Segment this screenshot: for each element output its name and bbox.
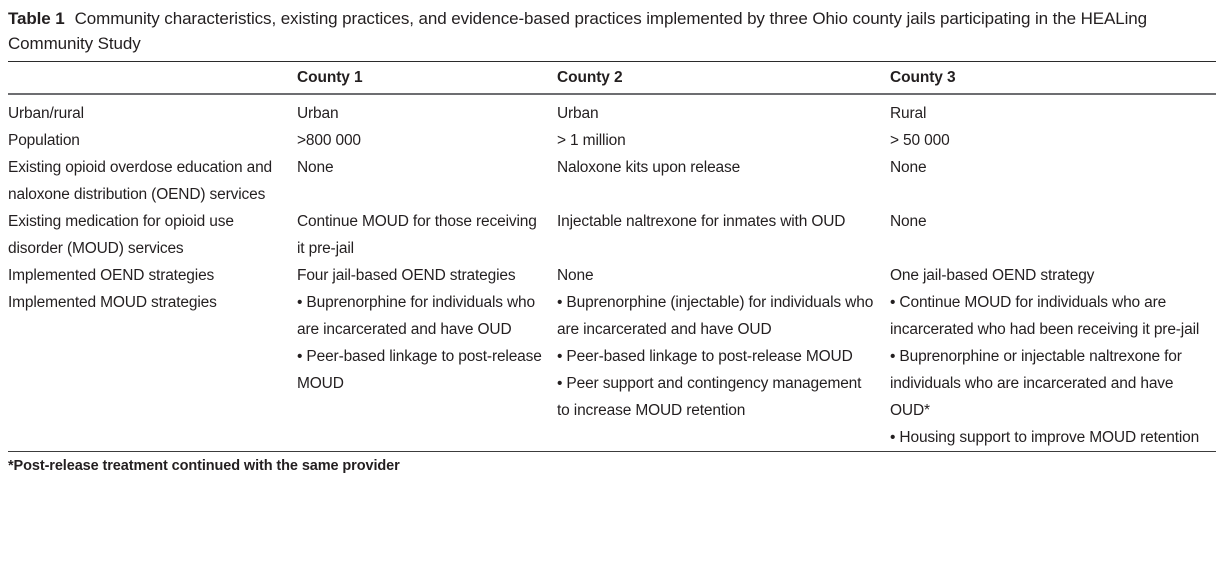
table-row [8,154,1216,208]
row-label: Implemented MOUD strategies [8,294,217,311]
table-cell: Four jail-based OEND strategies [297,267,516,284]
table-cell: >800 000 [297,132,361,149]
bullet-item: • Buprenorphine (injectable) for individuals who are incarcerated and have OUD [557,294,874,338]
table-cell: Naloxone kits upon release [557,159,741,176]
table-body [8,94,1216,452]
table-cell: One jail-based OEND strategy [890,267,1095,284]
table-cell: None [890,213,927,230]
table-cell [557,289,890,452]
table-row [8,262,1216,289]
bullet-item: • Peer support and contingency management to increase MOUD retention [557,375,862,419]
table-cell: > 1 million [557,132,626,149]
table-cell [890,289,1216,452]
row-label: Urban/rural [8,105,84,122]
table-label: Table 1 [8,9,65,28]
table-cell: Urban [557,105,599,122]
table-cell: None [557,267,594,284]
bullet-item: • Peer-based linkage to post-release MOUD [557,348,853,365]
table-caption-text: Community characteristics, existing practices, and evidence-based practices implemented by three Ohio county jails participating in the HEALing Community Study [8,9,1147,53]
table-cell: Injectable naltrexone for inmates with OUD [557,213,846,230]
column-header-county-1: County 1 [297,62,557,95]
row-label: Implemented OEND strategies [8,267,215,284]
table-header-row [8,62,1216,95]
table-row [8,289,1216,452]
table-footnote: *Post-release treatment continued with the same provider [8,458,400,474]
table-row [8,94,1216,127]
table-cell: Continue MOUD for those receiving it pre-jail [297,213,537,257]
row-label: Population [8,132,80,149]
bullet-item: • Peer-based linkage to post-release MOUD [297,348,542,392]
table-header [8,62,1216,95]
bullet-item: • Buprenorphine or injectable naltrexone for individuals who are incarcerated and have OUD* [890,348,1182,419]
column-header-row-label [8,62,297,95]
table-caption [8,6,1216,61]
table-cell: None [297,159,334,176]
column-header-county-3: County 3 [890,62,1216,95]
table-cell: > 50 000 [890,132,950,149]
bullet-item: • Housing support to improve MOUD retention [890,429,1200,446]
row-label: Existing opioid overdose education and naloxone distribution (OEND) services [8,159,273,203]
bullet-item: • Buprenorphine for individuals who are incarcerated and have OUD [297,294,535,338]
table-row [8,208,1216,262]
table-cell: None [890,159,927,176]
table-cell: Rural [890,105,927,122]
bullet-item: • Continue MOUD for individuals who are incarcerated who had been receiving it pre-jail [890,294,1200,338]
table-cell: Urban [297,105,339,122]
row-label: Existing medication for opioid use disorder (MOUD) services [8,213,234,257]
table-cell [297,289,557,452]
table-row [8,127,1216,154]
data-table [8,61,1216,452]
column-header-county-2: County 2 [557,62,890,95]
